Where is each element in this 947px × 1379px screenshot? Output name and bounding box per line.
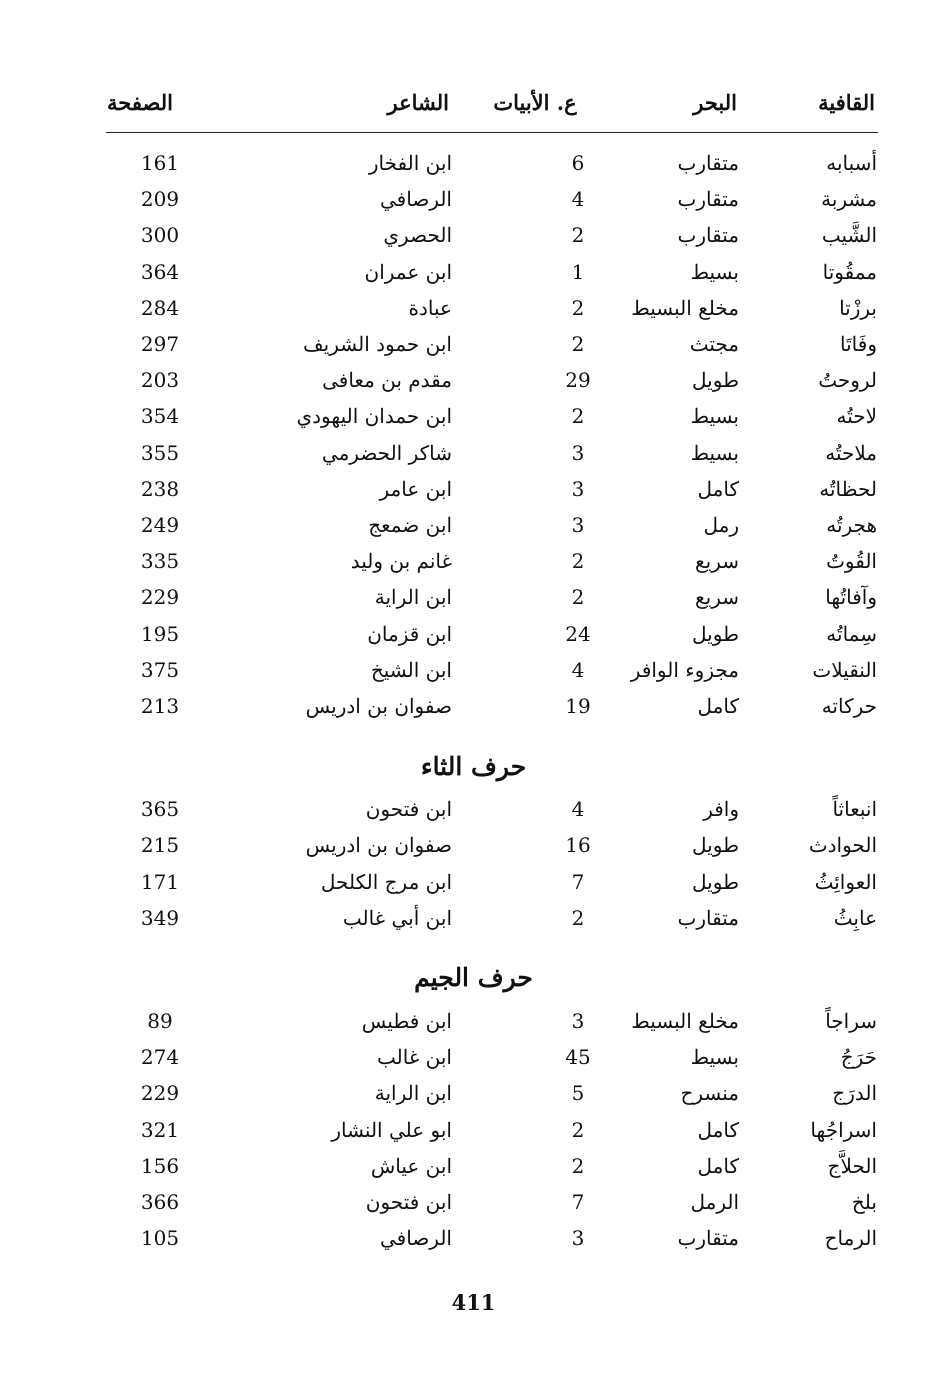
poet-cell: ابن الفخار [368, 151, 452, 175]
rhyme-cell: اسراجُها [810, 1117, 877, 1142]
page-cell: 284 [140, 295, 180, 320]
poet-cell: ابن قزمان [367, 621, 452, 646]
poet-cell: الرصافي [380, 187, 452, 212]
rhyme-cell: لحظاتُه [819, 476, 877, 501]
page-cell: 354 [140, 404, 180, 429]
table-row [0, 1039, 947, 1075]
meter-cell: متقارب [677, 223, 739, 248]
rhyme-cell: لاحتُه [836, 404, 877, 429]
table-row [0, 827, 947, 863]
table-row [0, 471, 947, 507]
page-cell: 213 [140, 694, 180, 718]
rhyme-cell: عابِثُ [833, 905, 877, 930]
table-row [0, 616, 947, 652]
verses-count-cell: 2 [571, 1153, 585, 1178]
meter-cell: كامل [697, 1153, 739, 1178]
verses-count-cell: 3 [571, 1226, 585, 1251]
verses-count-cell: 2 [571, 223, 585, 248]
page-cell: 238 [140, 476, 180, 501]
verses-count-cell: 19 [565, 694, 591, 718]
section-title-tha: حرف الثاء [420, 752, 527, 781]
rhyme-cell: حركاته [821, 694, 877, 718]
verses-count-cell: 2 [571, 549, 585, 574]
meter-cell: منسرح [680, 1081, 739, 1106]
meter-cell: طويل [692, 368, 739, 393]
rhyme-cell: هجرتُه [826, 513, 877, 537]
meter-cell: سريع [694, 585, 739, 610]
meter-cell: رمل [703, 513, 739, 537]
page-cell: 321 [140, 1117, 180, 1142]
page-cell: 274 [140, 1045, 180, 1070]
meter-cell: كامل [697, 1117, 739, 1142]
verses-count-cell: 7 [571, 1190, 585, 1214]
rhyme-cell: وفَاتَا [840, 332, 877, 356]
page-cell: 215 [140, 833, 180, 858]
table-row [0, 1148, 947, 1184]
page-cell: 195 [140, 621, 180, 646]
rhyme-cell: بلخ [851, 1190, 877, 1214]
verses-count-cell: 3 [571, 1009, 585, 1033]
verses-count-cell: 4 [571, 657, 585, 682]
verses-count-cell: 2 [571, 1117, 585, 1142]
verses-count-cell: 3 [571, 440, 585, 465]
verses-count-cell: 6 [571, 151, 585, 175]
table-row [0, 362, 947, 398]
rhyme-cell: الشَّيب [821, 223, 877, 248]
table-row [0, 1003, 947, 1039]
rhyme-cell: ممقُوتا [822, 259, 877, 284]
poet-cell: ابن أبي غالب [342, 905, 452, 930]
meter-cell: كامل [697, 476, 739, 501]
meter-cell: متقارب [677, 1226, 739, 1251]
page-cell: 156 [140, 1153, 180, 1178]
verses-count-cell: 1 [571, 259, 585, 284]
poet-cell: صفوان بن ادريس [305, 694, 452, 718]
table-row [0, 398, 947, 434]
page-cell: 364 [140, 259, 180, 284]
poet-cell: الحصري [383, 223, 452, 248]
rhyme-cell: القُوتُ [826, 549, 877, 574]
meter-cell: سريع [694, 549, 739, 574]
page-cell: 366 [140, 1190, 180, 1214]
poet-cell: ابن ضمعج [368, 513, 452, 537]
poet-cell: ابن عياش [370, 1153, 452, 1178]
table-row [0, 1184, 947, 1220]
rhyme-cell: مشربة [821, 187, 877, 212]
table-row [0, 791, 947, 827]
meter-cell: مخلع البسيط [631, 1009, 739, 1033]
verses-count-cell: 2 [571, 905, 585, 930]
rhyme-cell: العوائِثُ [814, 869, 877, 894]
page-cell: 229 [140, 585, 180, 610]
table-row [0, 579, 947, 615]
table-row [0, 1112, 947, 1148]
page-cell: 365 [140, 797, 180, 821]
rhyme-cell: سراجاً [825, 1009, 877, 1033]
meter-cell: طويل [692, 621, 739, 646]
meter-cell: مجزوء الوافر [630, 657, 739, 682]
meter-cell: بسيط [690, 259, 739, 284]
verses-count-cell: 4 [571, 187, 585, 212]
page-cell: 229 [140, 1081, 180, 1106]
page-cell: 161 [140, 151, 180, 175]
table-row [0, 326, 947, 362]
page-cell: 105 [140, 1226, 180, 1251]
meter-cell: متقارب [677, 905, 739, 930]
rhyme-cell: انبعاثاً [832, 797, 877, 821]
poet-cell: غانم بن وليد [350, 549, 452, 574]
page-cell: 203 [140, 368, 180, 393]
poet-cell: ابن فتحون [365, 797, 452, 821]
verses-count-cell: 24 [565, 621, 591, 646]
page-cell: 209 [140, 187, 180, 212]
table-row [0, 543, 947, 579]
table-row [0, 900, 947, 936]
table-header [0, 85, 947, 121]
section-title-jim: حرف الجيم [414, 963, 533, 992]
rhyme-cell: الحوادث [808, 833, 877, 858]
meter-cell: متقارب [677, 187, 739, 212]
poet-cell: ابو علي النشار [331, 1117, 452, 1142]
table-row [0, 507, 947, 543]
table-row [0, 181, 947, 217]
rhyme-cell: برزْتا [839, 295, 877, 320]
header-rule [106, 132, 878, 133]
verses-count-cell: 5 [571, 1081, 585, 1106]
page-cell: 335 [140, 549, 180, 574]
table-row [0, 688, 947, 724]
meter-cell: طويل [692, 833, 739, 858]
meter-cell: وافر [703, 797, 739, 821]
page-cell: 249 [140, 513, 180, 537]
meter-cell: كامل [697, 694, 739, 718]
verses-count-cell: 3 [571, 476, 585, 501]
verses-count-cell: 7 [571, 869, 585, 894]
poet-cell: ابن غالب [377, 1045, 452, 1070]
rhyme-cell: الدرَج [832, 1081, 877, 1106]
rhyme-cell: لروحتُ [818, 368, 877, 393]
table-row [0, 254, 947, 290]
table-row [0, 435, 947, 471]
meter-cell: بسيط [690, 404, 739, 429]
rhyme-cell: ملاحتُه [825, 440, 877, 465]
meter-cell: مخلع البسيط [631, 295, 739, 320]
page-cell: 349 [140, 905, 180, 930]
header-verses: ع. الأبيات [493, 90, 577, 115]
rhyme-cell: حَرَجُ [840, 1045, 877, 1070]
poet-cell: ابن حمدان اليهودي [296, 404, 452, 429]
rhyme-cell: الرماح [824, 1226, 877, 1251]
poet-cell: شاكر الحضرمي [321, 440, 452, 465]
verses-count-cell: 2 [571, 404, 585, 429]
poet-cell: ابن الشيخ [370, 657, 452, 682]
poet-cell: الرصافي [380, 1226, 452, 1251]
table-row [0, 1075, 947, 1111]
rhyme-cell: النقيلات [812, 657, 877, 682]
page-cell: 171 [140, 869, 180, 894]
verses-count-cell: 3 [571, 513, 585, 537]
verses-count-cell: 2 [571, 295, 585, 320]
verses-count-cell: 29 [565, 368, 591, 393]
rhyme-cell: سِماتُه [826, 621, 877, 646]
meter-cell: بسيط [690, 1045, 739, 1070]
meter-cell: طويل [692, 869, 739, 894]
meter-cell: مجتث [689, 332, 739, 356]
poet-cell: ابن الراية [374, 1081, 452, 1106]
header-page: الصفحة [107, 90, 173, 115]
rhyme-cell: الحلاَّج [827, 1153, 877, 1178]
verses-count-cell: 2 [571, 332, 585, 356]
poet-cell: مقدم بن معافى [322, 368, 452, 393]
meter-cell: الرمل [690, 1190, 739, 1214]
meter-cell: بسيط [690, 440, 739, 465]
poet-cell: ابن حمود الشريف [302, 332, 452, 356]
table-row [0, 864, 947, 900]
rhyme-cell: وآفاتُها [825, 585, 877, 610]
verses-count-cell: 45 [565, 1045, 591, 1070]
header-meter: البحر [693, 90, 737, 115]
rhyme-cell: أسبابه [826, 151, 877, 175]
table-row [0, 290, 947, 326]
page-number: 411 [451, 1290, 496, 1315]
verses-count-cell: 16 [565, 833, 591, 858]
page-cell: 375 [140, 657, 180, 682]
page-cell: 300 [140, 223, 180, 248]
page-cell: 89 [147, 1009, 173, 1033]
table-row [0, 1220, 947, 1256]
poet-cell: عبادة [408, 295, 452, 320]
poet-cell: ابن الراية [374, 585, 452, 610]
meter-cell: متقارب [677, 151, 739, 175]
table-row [0, 652, 947, 688]
page-cell: 297 [140, 332, 180, 356]
poet-cell: ابن فطيس [361, 1009, 452, 1033]
table-row [0, 217, 947, 253]
poet-cell: ابن فتحون [365, 1190, 452, 1214]
verses-count-cell: 2 [571, 585, 585, 610]
poet-cell: ابن عمران [364, 259, 452, 284]
verses-count-cell: 4 [571, 797, 585, 821]
poet-cell: ابن مرج الكلحل [320, 869, 452, 894]
table-row [0, 145, 947, 181]
page-cell: 355 [140, 440, 180, 465]
poet-cell: صفوان بن ادريس [305, 833, 452, 858]
header-rhyme: القافية [818, 90, 875, 115]
header-poet: الشاعر [387, 90, 449, 115]
poet-cell: ابن عامر [379, 476, 452, 501]
